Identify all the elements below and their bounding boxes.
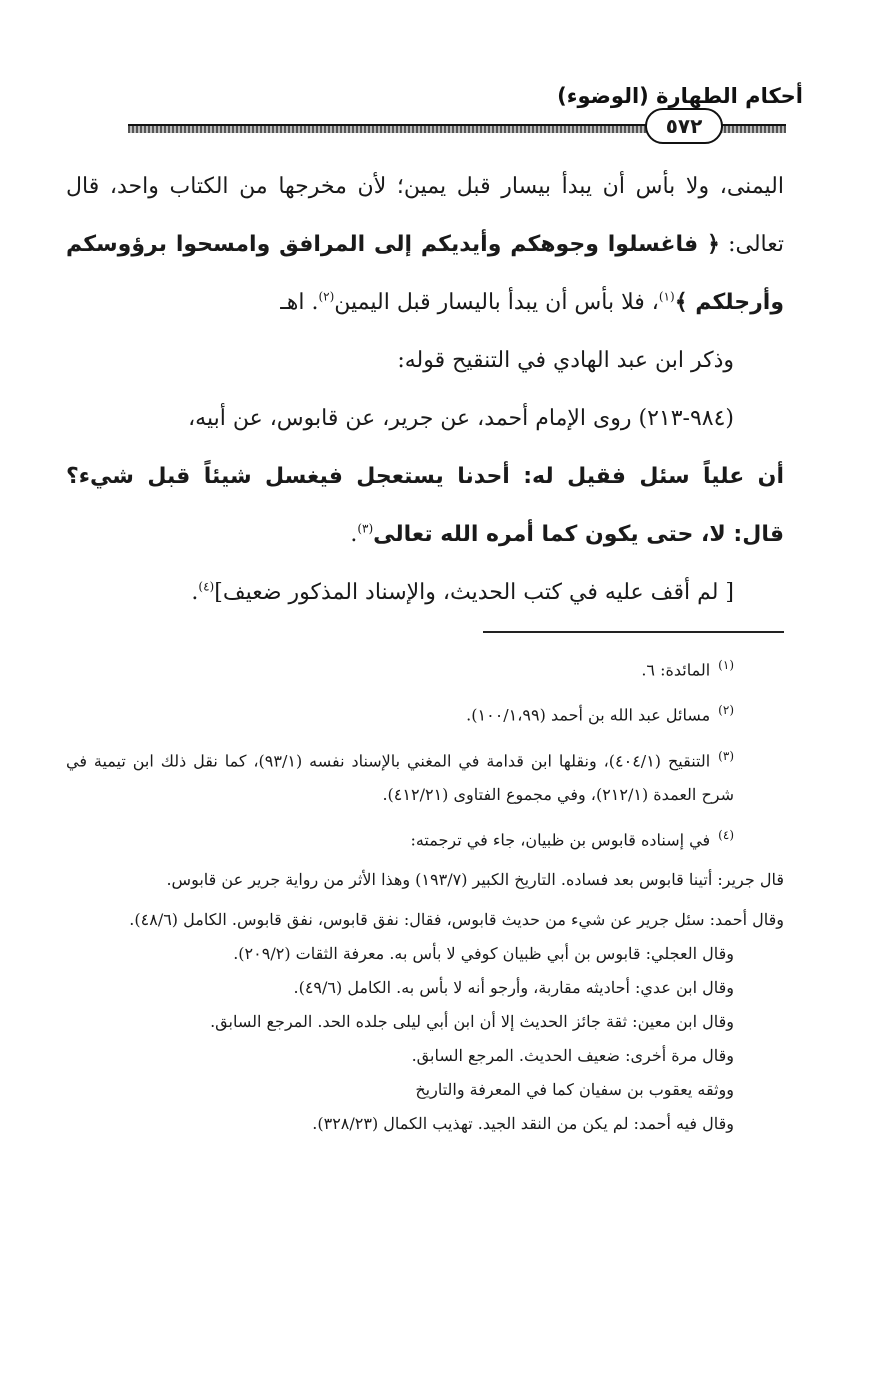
footnote-4	[66, 818, 784, 857]
footnote-4-line-f: وقال مرة أخرى: ضعيف الحديث. المرجع السابق.	[411, 1046, 734, 1066]
main-text	[66, 158, 784, 622]
footnote-4-text: في إسناده قابوس بن ظبيان، جاء في ترجمته:	[410, 830, 711, 850]
paragraph-1	[66, 158, 784, 332]
footnote-4-line-g: ووثقه يعقوب بن سفيان كما في المعرفة والتاريخ	[415, 1080, 734, 1100]
footnotes	[66, 648, 784, 1141]
paragraph-1-text: اليمنى، ولا بأس أن يبدأ بيسار قبل يمين؛ لأن مخرجها من الكتاب واحد، قال تعالى:	[66, 174, 784, 257]
footnote-4-line-e: وقال ابن معين: ثقة جائز الحديث إلا أن ابن أبي ليلى جلده الحد. المرجع السابق.	[210, 1012, 734, 1032]
footnote-4-line-c: وقال العجلي: قابوس بن أبي ظبيان كوفي لا بأس به. معرفة الثقات (٢٠٩/٢).	[233, 944, 734, 964]
footnote-1-number: (١)	[718, 658, 734, 672]
hadith-text	[66, 448, 784, 564]
footnote-4-line-h: وقال فيه أحمد: لم يكن من النقد الجيد. تهذيب الكمال (٣٢٨/٢٣).	[312, 1114, 734, 1134]
paragraph-1-after: ، فلا بأس أن يبدأ باليسار قبل اليمين	[334, 290, 659, 315]
footnote-4-number: (٤)	[718, 827, 734, 842]
footnote-1-text: المائدة: ٦.	[641, 660, 711, 680]
footnote-4-line-a: قال جرير: أتينا قابوس بعد فساده. التاريخ الكبير (١٩٣/٧) وهذا الأثر من رواية جرير عن قابوس.	[166, 870, 784, 890]
footnote-2-text: مسائل عبد الله بن أحمد (١٠٠/١،٩٩).	[466, 705, 711, 725]
footnote-4-line-b: وقال أحمد: سئل جرير عن شيء من حديث قابوس، فقال: نفق قابوس، نفق قابوس. الكامل (٤٨/٦).	[129, 910, 784, 930]
hadith-text-bold: أن علياً سئل فقيل له: أحدنا يستعجل فيغسل شيئاً قبل شيء؟ قال: لا، حتى يكون كما أمره الله تعالى	[66, 464, 784, 547]
footnote-3-number: (٣)	[718, 748, 734, 763]
footnote-4-line-d: وقال ابن عدي: أحاديثه مقاربة، وأرجو أنه لا بأس به. الكامل (٤٩/٦).	[293, 978, 734, 998]
footnote-ref-4: (٤)	[198, 579, 215, 594]
footnote-2-number: (٢)	[718, 703, 734, 718]
header-rule-pattern-right	[720, 126, 786, 133]
hadith-chain: (٩٨٤-٢١٣) روى الإمام أحمد، عن جرير، عن قابوس، عن أبيه،	[188, 406, 734, 431]
author-comment	[66, 564, 784, 622]
footnote-3	[66, 739, 784, 812]
page-number: ٥٧٢	[645, 108, 723, 144]
author-comment-end: .	[191, 580, 199, 605]
footnote-ref-3: (٣)	[357, 521, 374, 536]
footnote-2	[66, 693, 784, 732]
running-title: أحكام الطهارة (الوضوء)	[557, 84, 803, 108]
author-comment-text: [ لم أقف عليه في كتب الحديث، والإسناد المذكور ضعيف]	[214, 580, 734, 605]
footnote-1	[66, 648, 784, 687]
footnote-ref-1: (١)	[658, 289, 675, 304]
hadith-text-end: .	[350, 522, 358, 547]
quran-verse: ﴿ فاغسلوا وجوهكم وأيديكم إلى المرافق وامسحوا برؤوسكم وأرجلكم ﴾	[66, 232, 784, 315]
footnote-ref-2: (٢)	[318, 289, 335, 304]
header-rule-pattern	[128, 126, 648, 133]
footnote-separator	[483, 631, 784, 633]
footnote-3-text: التنقيح (٤٠٤/١)، ونقلها ابن قدامة في المغني بالإسناد نفسه (٩٣/١)، كما نقل ذلك ابن تيمية في شرح العمدة (٢١٢/١)، وفي مجموع الفتاوى (٤١٢/٢١).	[66, 750, 734, 804]
paragraph-2: وذكر ابن عبد الهادي في التنقيح قوله:	[397, 348, 734, 373]
paragraph-1-end: . اهـ	[280, 290, 319, 315]
